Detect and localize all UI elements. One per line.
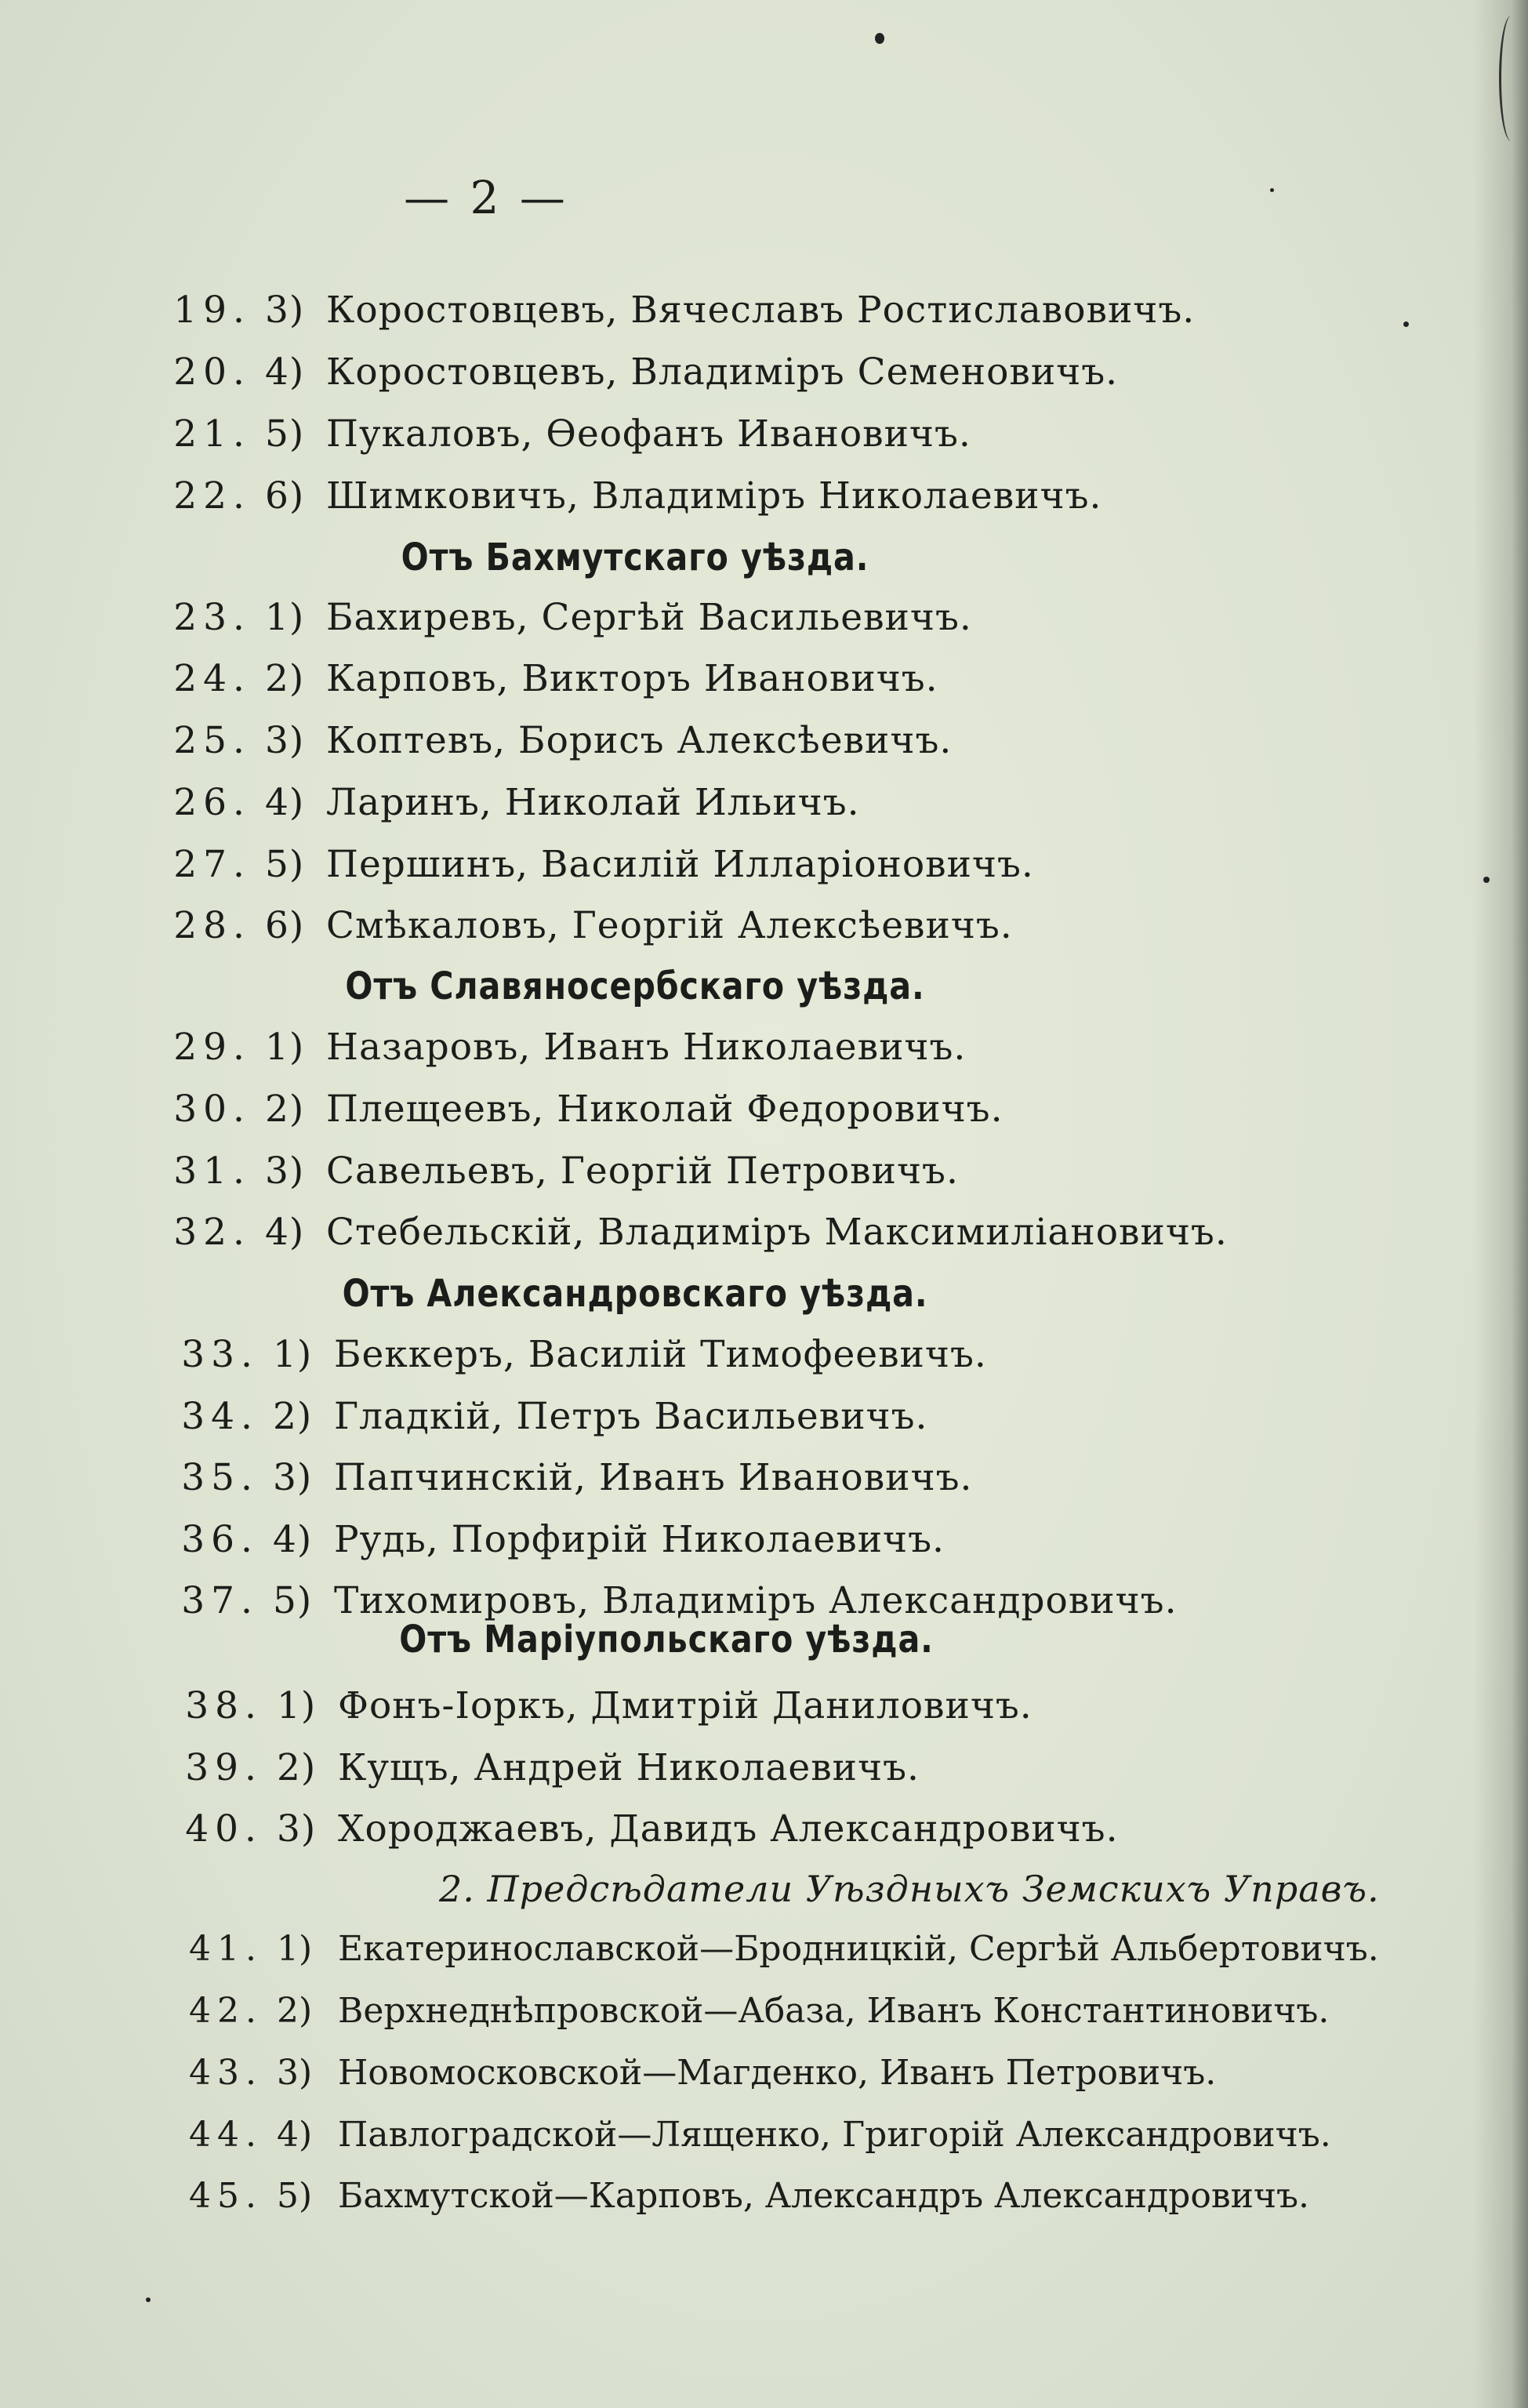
entry-index: 3) bbox=[265, 719, 305, 762]
ink-speck bbox=[1270, 188, 1274, 192]
entry-name: Пукаловъ, Ѳеофанъ Ивановичъ. bbox=[326, 412, 971, 456]
entry-number: 19. bbox=[173, 289, 251, 332]
entry-number: 28. bbox=[173, 904, 251, 947]
entry-number: 37. bbox=[181, 1579, 259, 1622]
list-item bbox=[141, 1579, 1178, 1622]
list-item bbox=[141, 1395, 927, 1438]
list-item bbox=[145, 2115, 1331, 2155]
entry-name: Стебельскій, Владиміръ Максимиліановичъ. bbox=[326, 1211, 1228, 1254]
ink-speck bbox=[146, 2297, 151, 2302]
entry-index: 3) bbox=[277, 1807, 317, 1850]
entry-number: 39. bbox=[185, 1746, 263, 1789]
entry-index: 4) bbox=[265, 1211, 305, 1254]
subsection-title: 2. Предсѣдатели Уѣздныхъ Земскихъ Управъ. bbox=[439, 1868, 1380, 1910]
page-number: — 2 — bbox=[404, 171, 568, 224]
entry-number: 26. bbox=[173, 781, 251, 824]
ink-speck bbox=[1483, 877, 1490, 883]
entry-number: 41. bbox=[189, 1929, 263, 1969]
entry-number: 23. bbox=[173, 596, 251, 639]
entry-number: 32. bbox=[173, 1211, 251, 1254]
entry-index: 6) bbox=[265, 904, 305, 947]
entry-index: 2) bbox=[277, 1991, 313, 2031]
entry-name: Беккеръ, Василій Тимофеевичъ. bbox=[334, 1333, 987, 1376]
list-item bbox=[145, 1746, 920, 1789]
list-item bbox=[133, 904, 1013, 947]
entry-index: 2) bbox=[273, 1395, 313, 1438]
ink-speck bbox=[1403, 321, 1409, 327]
entry-name: Верхнеднѣпровской—Абаза, Иванъ Константиновичъ. bbox=[338, 1991, 1330, 2031]
entry-name: Хороджаевъ, Давидъ Александровичъ. bbox=[338, 1807, 1119, 1850]
entry-name: Новомосковской—Магденко, Иванъ Петровичъ. bbox=[338, 2053, 1217, 2093]
entry-index: 6) bbox=[265, 474, 305, 518]
list-item bbox=[145, 1929, 1379, 1969]
entry-index: 4) bbox=[277, 2115, 313, 2155]
entry-name: Коростовцевъ, Владиміръ Семеновичъ. bbox=[326, 350, 1119, 394]
list-item bbox=[133, 1211, 1228, 1254]
list-item bbox=[145, 2176, 1309, 2216]
entry-name: Назаровъ, Иванъ Николаевичъ. bbox=[326, 1026, 967, 1069]
entry-name: Папчинскій, Иванъ Ивановичъ. bbox=[334, 1456, 973, 1499]
page-curl bbox=[1499, 16, 1523, 141]
entry-index: 1) bbox=[265, 596, 305, 639]
section-heading: Отъ Славяносербскаго уѣзда. bbox=[345, 964, 925, 1008]
entry-index: 5) bbox=[273, 1579, 313, 1622]
entry-number: 20. bbox=[173, 350, 251, 394]
entry-index: 4) bbox=[265, 350, 305, 394]
list-item bbox=[145, 1807, 1119, 1850]
list-item bbox=[133, 719, 952, 762]
list-item bbox=[133, 412, 971, 456]
entry-name: Плещеевъ, Николай Федоровичъ. bbox=[326, 1088, 1004, 1131]
entry-name: Ларинъ, Николай Ильичъ. bbox=[326, 781, 860, 824]
list-item bbox=[133, 1150, 959, 1193]
entry-index: 2) bbox=[265, 1088, 305, 1131]
entry-number: 24. bbox=[173, 657, 251, 700]
list-item bbox=[133, 657, 938, 700]
entry-number: 34. bbox=[181, 1395, 259, 1438]
entry-name: Карповъ, Викторъ Ивановичъ. bbox=[326, 657, 938, 700]
entry-index: 1) bbox=[277, 1929, 313, 1969]
ink-speck bbox=[875, 33, 884, 44]
entry-index: 5) bbox=[265, 843, 305, 886]
entry-name: Гладкій, Петръ Васильевичъ. bbox=[334, 1395, 928, 1438]
entry-name: Рудь, Порфирій Николаевичъ. bbox=[334, 1518, 945, 1561]
section-heading: Отъ Маріупольскаго уѣзда. bbox=[399, 1618, 934, 1662]
entry-number: 25. bbox=[173, 719, 251, 762]
entry-number: 31. bbox=[173, 1150, 251, 1193]
entry-index: 5) bbox=[277, 2176, 313, 2216]
list-item bbox=[141, 1456, 972, 1499]
list-item bbox=[133, 289, 1195, 332]
entry-name: Смѣкаловъ, Георгій Алексѣевичъ. bbox=[326, 904, 1013, 947]
entry-index: 3) bbox=[265, 289, 305, 332]
list-item bbox=[133, 474, 1102, 518]
entry-number: 42. bbox=[189, 1991, 263, 2031]
list-item bbox=[141, 1518, 945, 1561]
entry-number: 38. bbox=[185, 1684, 263, 1727]
entry-index: 2) bbox=[277, 1746, 317, 1789]
entry-name: Бахиревъ, Сергѣй Васильевичъ. bbox=[326, 596, 972, 639]
list-item bbox=[141, 1333, 987, 1376]
section-heading: Отъ Александровскаго уѣзда. bbox=[342, 1272, 928, 1316]
entry-name: Бахмутской—Карповъ, Александръ Александровичъ. bbox=[338, 2176, 1309, 2216]
entry-name: Савельевъ, Георгій Петровичъ. bbox=[326, 1150, 959, 1193]
entry-number: 30. bbox=[173, 1088, 251, 1131]
entry-number: 21. bbox=[173, 412, 251, 456]
page-edge-shadow bbox=[1473, 0, 1528, 2408]
entry-name: Павлоградской—Лященко, Григорій Александровичъ. bbox=[338, 2115, 1331, 2155]
list-item bbox=[133, 1026, 966, 1069]
entry-number: 33. bbox=[181, 1333, 259, 1376]
entry-index: 1) bbox=[277, 1684, 317, 1727]
entry-index: 5) bbox=[265, 412, 305, 456]
entry-index: 1) bbox=[273, 1333, 313, 1376]
entry-name: Першинъ, Василій Илларіоновичъ. bbox=[326, 843, 1034, 886]
entry-number: 22. bbox=[173, 474, 251, 518]
entry-name: Екатеринославской—Бродницкій, Сергѣй Альбертовичъ. bbox=[338, 1929, 1379, 1969]
entry-name: Кущъ, Андрей Николаевичъ. bbox=[338, 1746, 920, 1789]
entry-index: 4) bbox=[265, 781, 305, 824]
entry-index: 3) bbox=[277, 2053, 313, 2093]
list-item bbox=[145, 1991, 1329, 2031]
list-item bbox=[145, 1684, 1033, 1727]
entry-number: 29. bbox=[173, 1026, 251, 1069]
entry-number: 27. bbox=[173, 843, 251, 886]
list-item bbox=[133, 781, 860, 824]
list-item bbox=[133, 1088, 1004, 1131]
entry-number: 43. bbox=[189, 2053, 263, 2093]
section-heading: Отъ Бахмутскаго уѣзда. bbox=[401, 536, 869, 579]
list-item bbox=[133, 843, 1034, 886]
entry-number: 45. bbox=[189, 2176, 263, 2216]
entry-number: 44. bbox=[189, 2115, 263, 2155]
entry-index: 3) bbox=[273, 1456, 313, 1499]
entry-number: 40. bbox=[185, 1807, 263, 1850]
entry-number: 36. bbox=[181, 1518, 259, 1561]
entry-index: 1) bbox=[265, 1026, 305, 1069]
entry-index: 2) bbox=[265, 657, 305, 700]
entry-name: Фонъ-Іоркъ, Дмитрій Даниловичъ. bbox=[338, 1684, 1033, 1727]
entry-index: 4) bbox=[273, 1518, 313, 1561]
list-item bbox=[133, 596, 972, 639]
list-item bbox=[133, 350, 1118, 394]
entry-name: Коростовцевъ, Вячеславъ Ростиславовичъ. bbox=[326, 289, 1196, 332]
entry-index: 3) bbox=[265, 1150, 305, 1193]
list-item bbox=[145, 2053, 1216, 2093]
entry-name: Тихомировъ, Владиміръ Александровичъ. bbox=[334, 1579, 1178, 1622]
entry-name: Шимковичъ, Владиміръ Николаевичъ. bbox=[326, 474, 1102, 518]
entry-name: Коптевъ, Борисъ Алексѣевичъ. bbox=[326, 719, 953, 762]
entry-number: 35. bbox=[181, 1456, 259, 1499]
